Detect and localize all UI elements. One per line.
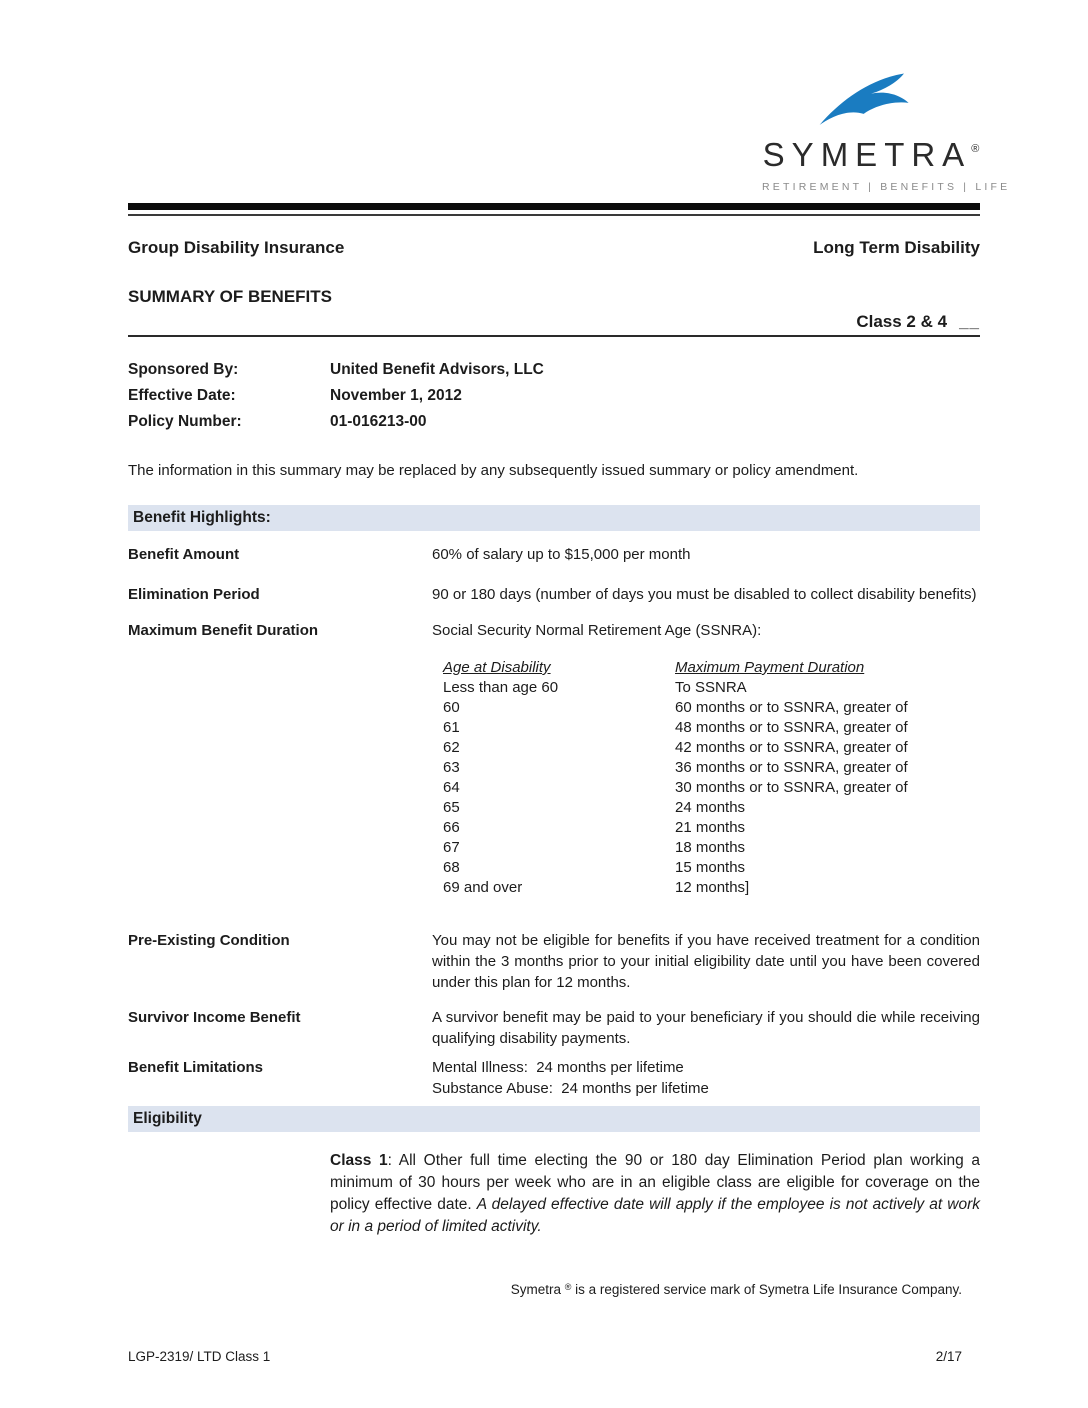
survivor-income-benefit-label: Survivor Income Benefit	[128, 1009, 301, 1026]
duration-cell: 48 months or to SSNRA, greater of	[675, 719, 908, 736]
benefit-amount-row	[128, 544, 980, 565]
duration-table-row	[443, 878, 980, 898]
header-rule-thick	[128, 203, 980, 210]
mental-illness-limit: Mental Illness: 24 months per lifetime	[432, 1059, 684, 1076]
duration-cell: 21 months	[675, 819, 746, 836]
duration-table-row	[443, 838, 980, 858]
duration-table-row	[443, 718, 980, 738]
class1-description: : All Other full time electing the 90 or 180 day Elimination Period plan working a minimum of 30 hours per week who are in an eligible class are eligible for coverage on the policy effective date.	[330, 1152, 980, 1213]
payment-duration-table	[443, 658, 980, 898]
disclaimer-text: The information in this summary may be replaced by any subsequently issued summary or policy amendment.	[128, 462, 859, 479]
policy-number-label: Policy Number:	[128, 413, 242, 430]
survivor-income-benefit-value: A survivor benefit may be paid to your beneficiary if you should die while receiving qualifying disability payments.	[432, 1009, 980, 1047]
duration-cell: 18 months	[675, 839, 746, 856]
trademark-post: is a registered service mark of Symetra Life Insurance Company.	[571, 1282, 962, 1297]
class-designation-row	[128, 312, 980, 337]
pre-existing-condition-row	[128, 930, 980, 993]
duration-column-header: Maximum Payment Duration	[675, 659, 865, 676]
class1-delayed-note: A delayed effective date will apply if the employee is not actively at work or in a period of limited activity.	[330, 1196, 980, 1235]
age-cell: 69 and over	[443, 879, 523, 896]
duration-cell: 42 months or to SSNRA, greater of	[675, 739, 908, 756]
duration-cell: 12 months]	[675, 879, 750, 896]
duration-table-row	[443, 858, 980, 878]
class1-label: Class 1	[330, 1152, 388, 1169]
benefit-amount-value: 60% of salary up to $15,000 per month	[432, 546, 691, 563]
duration-table-row	[443, 738, 980, 758]
pre-existing-condition-value: You may not be eligible for benefits if you have received treatment for a condition within the 3 months prior to your initial eligibility date until you have been covered under this plan for 12 months.	[432, 932, 980, 991]
sponsored-by-label: Sponsored By:	[128, 361, 239, 378]
elimination-period-label: Elimination Period	[128, 586, 260, 603]
policy-info	[128, 357, 980, 435]
class-suffix: __	[959, 312, 980, 331]
benefit-amount-label: Benefit Amount	[128, 546, 240, 563]
registered-mark: ®	[564, 1282, 572, 1292]
age-cell: 68	[443, 859, 460, 876]
maximum-benefit-duration-value: Social Security Normal Retirement Age (SSNRA):	[432, 622, 762, 639]
policy-info-row	[128, 357, 980, 383]
duration-cell: 36 months or to SSNRA, greater of	[675, 759, 908, 776]
product-title: Group Disability Insurance	[128, 238, 345, 257]
benefit-limitations-row	[128, 1057, 980, 1099]
trademark-notice	[496, 1267, 962, 1312]
age-cell: 62	[443, 739, 460, 756]
duration-table-row	[443, 798, 980, 818]
benefit-limitations-value	[432, 1057, 980, 1099]
summary-title: SUMMARY OF BENEFITS	[128, 287, 333, 306]
age-cell: Less than age 60	[443, 679, 559, 696]
substance-abuse-limit: Substance Abuse: 24 months per lifetime	[432, 1080, 709, 1097]
duration-cell: 60 months or to SSNRA, greater of	[675, 699, 908, 716]
duration-table-row	[443, 778, 980, 798]
maximum-benefit-duration-row	[128, 620, 980, 641]
class-label: Class 2 & 4	[856, 312, 948, 331]
effective-date-label: Effective Date:	[128, 387, 236, 404]
pre-existing-condition-label: Pre-Existing Condition	[128, 932, 290, 949]
class1-eligibility-paragraph	[330, 1150, 980, 1238]
age-cell: 61	[443, 719, 460, 736]
elimination-period-value: 90 or 180 days (number of days you must be disabled to collect disability benefits)	[432, 586, 977, 603]
elimination-period-row	[128, 584, 980, 605]
title-row	[128, 238, 980, 258]
document-footer	[128, 1349, 962, 1364]
age-cell: 67	[443, 839, 460, 856]
logo-area	[128, 68, 1011, 193]
policy-number-value: 01-016213-00	[330, 413, 427, 430]
maximum-benefit-duration-label: Maximum Benefit Duration	[128, 622, 319, 639]
eligibility-section-bar: Eligibility	[128, 1106, 980, 1132]
symetra-logo	[762, 68, 1011, 193]
header-rule-thin	[128, 214, 980, 216]
policy-info-row	[128, 383, 980, 409]
duration-table-header-row	[443, 658, 980, 678]
trademark-pre: Symetra	[510, 1282, 565, 1297]
brand-name	[762, 136, 980, 174]
duration-cell: 15 months	[675, 859, 746, 876]
age-cell: 65	[443, 799, 460, 816]
duration-table-row	[443, 698, 980, 718]
age-cell: 60	[443, 699, 460, 716]
survivor-income-benefit-row	[128, 1007, 980, 1049]
symetra-bird-icon	[815, 68, 927, 134]
duration-cell: 24 months	[675, 799, 746, 816]
brand-text: SYMETRA	[762, 136, 972, 173]
age-cell: 63	[443, 759, 460, 776]
page-number: 2/17	[935, 1349, 962, 1364]
age-cell: 64	[443, 779, 460, 796]
benefit-highlights-section-bar: Benefit Highlights:	[128, 505, 980, 531]
benefit-limitations-label: Benefit Limitations	[128, 1059, 264, 1076]
coverage-title: Long Term Disability	[813, 238, 980, 257]
sponsored-by-value: United Benefit Advisors, LLC	[330, 361, 544, 378]
age-cell: 66	[443, 819, 460, 836]
effective-date-value: November 1, 2012	[330, 387, 462, 404]
duration-table-row	[443, 758, 980, 778]
duration-table-row	[443, 818, 980, 838]
registered-mark: ®	[971, 143, 980, 155]
brand-tagline: RETIREMENT | BENEFITS | LIFE	[762, 181, 1011, 193]
policy-info-row	[128, 409, 980, 435]
duration-cell: 30 months or to SSNRA, greater of	[675, 779, 908, 796]
duration-table-row	[443, 678, 980, 698]
document-code: LGP-2319/ LTD Class 1	[128, 1349, 271, 1364]
duration-cell: To SSNRA	[675, 679, 747, 696]
age-column-header: Age at Disability	[443, 659, 551, 676]
